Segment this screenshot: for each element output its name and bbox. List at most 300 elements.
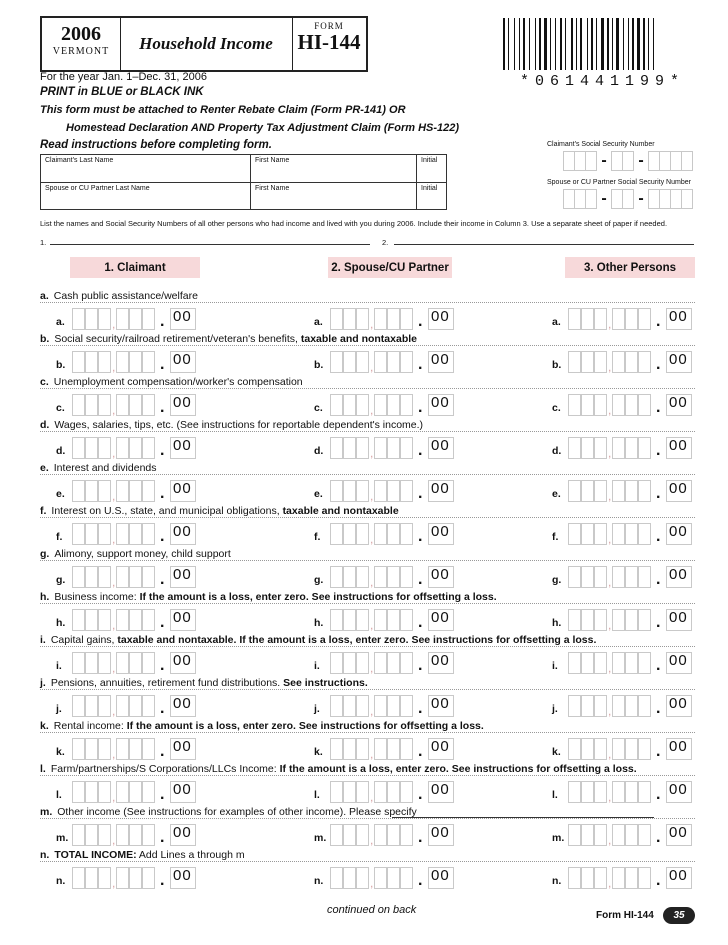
digit-box[interactable] — [625, 308, 638, 330]
digit-box[interactable] — [387, 308, 400, 330]
digit-box[interactable] — [400, 652, 413, 674]
digit-box[interactable] — [625, 652, 638, 674]
other-amount-field[interactable] — [552, 824, 692, 846]
digit-box[interactable] — [72, 652, 85, 674]
ssn-digit-box[interactable] — [671, 189, 682, 209]
digit-box[interactable] — [72, 781, 85, 803]
spouse-ssn-field[interactable] — [563, 189, 693, 209]
digit-box[interactable] — [625, 738, 638, 760]
digit-box[interactable] — [625, 351, 638, 373]
digit-box[interactable] — [374, 781, 387, 803]
digit-box[interactable] — [330, 566, 343, 588]
digit-box[interactable] — [387, 867, 400, 889]
digit-box[interactable] — [142, 867, 155, 889]
digit-box[interactable] — [356, 351, 369, 373]
digit-box[interactable] — [638, 652, 651, 674]
digit-box[interactable] — [356, 867, 369, 889]
digit-box[interactable] — [98, 308, 111, 330]
digit-box[interactable] — [594, 437, 607, 459]
digit-box[interactable] — [72, 523, 85, 545]
other-amount-field[interactable] — [552, 394, 692, 416]
claimant-amount-field[interactable] — [56, 566, 196, 588]
digit-box[interactable] — [116, 480, 129, 502]
digit-box[interactable] — [568, 867, 581, 889]
digit-box[interactable] — [568, 824, 581, 846]
spouse-amount-field[interactable] — [314, 394, 454, 416]
digit-box[interactable] — [581, 824, 594, 846]
digit-box[interactable] — [612, 351, 625, 373]
digit-box[interactable] — [568, 523, 581, 545]
other-amount-field[interactable] — [552, 308, 692, 330]
digit-box[interactable] — [568, 609, 581, 631]
other-income-specify-field[interactable] — [392, 809, 654, 818]
digit-box[interactable] — [330, 652, 343, 674]
digit-box[interactable] — [594, 695, 607, 717]
digit-box[interactable] — [98, 867, 111, 889]
claimant-amount-field[interactable] — [56, 437, 196, 459]
digit-box[interactable] — [387, 609, 400, 631]
digit-box[interactable] — [98, 824, 111, 846]
digit-box[interactable] — [85, 566, 98, 588]
digit-box[interactable] — [612, 738, 625, 760]
other-person-2-field[interactable] — [394, 236, 694, 245]
claimant-amount-field[interactable] — [56, 480, 196, 502]
digit-box[interactable] — [568, 351, 581, 373]
digit-box[interactable] — [374, 867, 387, 889]
digit-box[interactable] — [568, 394, 581, 416]
digit-box[interactable] — [330, 480, 343, 502]
digit-box[interactable] — [85, 351, 98, 373]
digit-box[interactable] — [638, 523, 651, 545]
digit-box[interactable] — [581, 867, 594, 889]
digit-box[interactable] — [594, 824, 607, 846]
ssn-digit-box[interactable] — [648, 151, 660, 171]
digit-box[interactable] — [343, 738, 356, 760]
ssn-digit-box[interactable] — [575, 151, 586, 171]
digit-box[interactable] — [568, 480, 581, 502]
other-amount-field[interactable] — [552, 609, 692, 631]
digit-box[interactable] — [343, 566, 356, 588]
digit-box[interactable] — [129, 867, 142, 889]
ssn-digit-box[interactable] — [575, 189, 586, 209]
ssn-digit-box[interactable] — [586, 151, 597, 171]
digit-box[interactable] — [638, 824, 651, 846]
digit-box[interactable] — [612, 308, 625, 330]
digit-box[interactable] — [625, 824, 638, 846]
digit-box[interactable] — [72, 351, 85, 373]
digit-box[interactable] — [638, 609, 651, 631]
digit-box[interactable] — [387, 781, 400, 803]
digit-box[interactable] — [400, 523, 413, 545]
claimant-amount-field[interactable] — [56, 695, 196, 717]
claimant-amount-field[interactable] — [56, 609, 196, 631]
digit-box[interactable] — [374, 308, 387, 330]
digit-box[interactable] — [374, 523, 387, 545]
digit-box[interactable] — [400, 394, 413, 416]
digit-box[interactable] — [594, 652, 607, 674]
digit-box[interactable] — [343, 781, 356, 803]
digit-box[interactable] — [98, 351, 111, 373]
digit-box[interactable] — [116, 695, 129, 717]
digit-box[interactable] — [594, 351, 607, 373]
spouse-first-name-field[interactable] — [251, 183, 417, 209]
other-amount-field[interactable] — [552, 480, 692, 502]
other-amount-field[interactable] — [552, 695, 692, 717]
digit-box[interactable] — [638, 867, 651, 889]
digit-box[interactable] — [98, 523, 111, 545]
digit-box[interactable] — [343, 523, 356, 545]
digit-box[interactable] — [98, 566, 111, 588]
digit-box[interactable] — [85, 824, 98, 846]
other-amount-field[interactable] — [552, 867, 692, 889]
spouse-amount-field[interactable] — [314, 738, 454, 760]
claimant-amount-field[interactable] — [56, 867, 196, 889]
digit-box[interactable] — [387, 738, 400, 760]
digit-box[interactable] — [72, 824, 85, 846]
digit-box[interactable] — [85, 652, 98, 674]
digit-box[interactable] — [625, 480, 638, 502]
digit-box[interactable] — [116, 308, 129, 330]
digit-box[interactable] — [356, 566, 369, 588]
digit-box[interactable] — [98, 781, 111, 803]
ssn-digit-box[interactable] — [586, 189, 597, 209]
digit-box[interactable] — [98, 652, 111, 674]
claimant-amount-field[interactable] — [56, 351, 196, 373]
digit-box[interactable] — [98, 480, 111, 502]
ssn-digit-box[interactable] — [682, 189, 693, 209]
digit-box[interactable] — [568, 781, 581, 803]
digit-box[interactable] — [129, 480, 142, 502]
digit-box[interactable] — [356, 652, 369, 674]
digit-box[interactable] — [142, 738, 155, 760]
ssn-digit-box[interactable] — [611, 189, 623, 209]
digit-box[interactable] — [568, 308, 581, 330]
digit-box[interactable] — [72, 609, 85, 631]
other-amount-field[interactable] — [552, 652, 692, 674]
digit-box[interactable] — [343, 351, 356, 373]
claimant-amount-field[interactable] — [56, 308, 196, 330]
spouse-amount-field[interactable] — [314, 523, 454, 545]
digit-box[interactable] — [330, 523, 343, 545]
digit-box[interactable] — [98, 738, 111, 760]
ssn-digit-box[interactable] — [611, 151, 623, 171]
digit-box[interactable] — [356, 437, 369, 459]
digit-box[interactable] — [374, 351, 387, 373]
digit-box[interactable] — [400, 695, 413, 717]
digit-box[interactable] — [85, 394, 98, 416]
digit-box[interactable] — [116, 738, 129, 760]
digit-box[interactable] — [142, 308, 155, 330]
digit-box[interactable] — [330, 867, 343, 889]
digit-box[interactable] — [129, 652, 142, 674]
digit-box[interactable] — [142, 609, 155, 631]
spouse-amount-field[interactable] — [314, 351, 454, 373]
digit-box[interactable] — [594, 523, 607, 545]
digit-box[interactable] — [129, 394, 142, 416]
digit-box[interactable] — [85, 695, 98, 717]
digit-box[interactable] — [594, 480, 607, 502]
spouse-amount-field[interactable] — [314, 480, 454, 502]
claimant-amount-field[interactable] — [56, 781, 196, 803]
digit-box[interactable] — [142, 695, 155, 717]
digit-box[interactable] — [374, 566, 387, 588]
digit-box[interactable] — [356, 695, 369, 717]
digit-box[interactable] — [581, 523, 594, 545]
digit-box[interactable] — [330, 308, 343, 330]
digit-box[interactable] — [116, 867, 129, 889]
digit-box[interactable] — [330, 781, 343, 803]
digit-box[interactable] — [594, 394, 607, 416]
digit-box[interactable] — [625, 394, 638, 416]
digit-box[interactable] — [116, 437, 129, 459]
digit-box[interactable] — [72, 867, 85, 889]
claimant-amount-field[interactable] — [56, 738, 196, 760]
digit-box[interactable] — [142, 523, 155, 545]
digit-box[interactable] — [400, 480, 413, 502]
digit-box[interactable] — [612, 480, 625, 502]
digit-box[interactable] — [581, 308, 594, 330]
digit-box[interactable] — [625, 566, 638, 588]
digit-box[interactable] — [581, 652, 594, 674]
digit-box[interactable] — [374, 738, 387, 760]
digit-box[interactable] — [72, 695, 85, 717]
digit-box[interactable] — [356, 480, 369, 502]
ssn-digit-box[interactable] — [563, 151, 575, 171]
digit-box[interactable] — [581, 394, 594, 416]
digit-box[interactable] — [343, 695, 356, 717]
digit-box[interactable] — [625, 523, 638, 545]
digit-box[interactable] — [142, 652, 155, 674]
digit-box[interactable] — [129, 695, 142, 717]
digit-box[interactable] — [98, 394, 111, 416]
other-amount-field[interactable] — [552, 523, 692, 545]
digit-box[interactable] — [581, 437, 594, 459]
digit-box[interactable] — [625, 609, 638, 631]
digit-box[interactable] — [625, 867, 638, 889]
digit-box[interactable] — [330, 824, 343, 846]
spouse-amount-field[interactable] — [314, 695, 454, 717]
digit-box[interactable] — [400, 609, 413, 631]
claimant-amount-field[interactable] — [56, 523, 196, 545]
digit-box[interactable] — [72, 738, 85, 760]
digit-box[interactable] — [638, 566, 651, 588]
digit-box[interactable] — [625, 781, 638, 803]
digit-box[interactable] — [400, 566, 413, 588]
ssn-digit-box[interactable] — [563, 189, 575, 209]
digit-box[interactable] — [142, 480, 155, 502]
spouse-amount-field[interactable] — [314, 652, 454, 674]
digit-box[interactable] — [581, 351, 594, 373]
digit-box[interactable] — [330, 609, 343, 631]
digit-box[interactable] — [581, 609, 594, 631]
digit-box[interactable] — [356, 308, 369, 330]
claimant-amount-field[interactable] — [56, 394, 196, 416]
digit-box[interactable] — [343, 867, 356, 889]
ssn-digit-box[interactable] — [682, 151, 693, 171]
digit-box[interactable] — [142, 437, 155, 459]
digit-box[interactable] — [356, 738, 369, 760]
other-amount-field[interactable] — [552, 738, 692, 760]
digit-box[interactable] — [85, 437, 98, 459]
digit-box[interactable] — [638, 394, 651, 416]
other-amount-field[interactable] — [552, 781, 692, 803]
digit-box[interactable] — [625, 437, 638, 459]
digit-box[interactable] — [400, 824, 413, 846]
digit-box[interactable] — [98, 609, 111, 631]
digit-box[interactable] — [129, 351, 142, 373]
digit-box[interactable] — [612, 609, 625, 631]
digit-box[interactable] — [612, 394, 625, 416]
digit-box[interactable] — [116, 824, 129, 846]
digit-box[interactable] — [387, 394, 400, 416]
digit-box[interactable] — [400, 867, 413, 889]
claimant-last-name-field[interactable] — [41, 155, 251, 183]
spouse-last-name-field[interactable] — [41, 183, 251, 209]
digit-box[interactable] — [594, 867, 607, 889]
digit-box[interactable] — [400, 437, 413, 459]
digit-box[interactable] — [387, 437, 400, 459]
digit-box[interactable] — [142, 781, 155, 803]
digit-box[interactable] — [116, 523, 129, 545]
digit-box[interactable] — [612, 695, 625, 717]
digit-box[interactable] — [129, 437, 142, 459]
spouse-amount-field[interactable] — [314, 609, 454, 631]
digit-box[interactable] — [581, 695, 594, 717]
digit-box[interactable] — [330, 351, 343, 373]
digit-box[interactable] — [638, 308, 651, 330]
digit-box[interactable] — [116, 781, 129, 803]
digit-box[interactable] — [116, 652, 129, 674]
digit-box[interactable] — [129, 738, 142, 760]
digit-box[interactable] — [374, 394, 387, 416]
digit-box[interactable] — [116, 609, 129, 631]
ssn-digit-box[interactable] — [623, 151, 634, 171]
digit-box[interactable] — [400, 351, 413, 373]
digit-box[interactable] — [129, 523, 142, 545]
digit-box[interactable] — [330, 695, 343, 717]
digit-box[interactable] — [638, 738, 651, 760]
digit-box[interactable] — [638, 781, 651, 803]
digit-box[interactable] — [612, 652, 625, 674]
digit-box[interactable] — [72, 480, 85, 502]
digit-box[interactable] — [568, 437, 581, 459]
digit-box[interactable] — [343, 480, 356, 502]
digit-box[interactable] — [612, 523, 625, 545]
spouse-amount-field[interactable] — [314, 781, 454, 803]
digit-box[interactable] — [129, 308, 142, 330]
digit-box[interactable] — [400, 308, 413, 330]
ssn-digit-box[interactable] — [671, 151, 682, 171]
digit-box[interactable] — [387, 695, 400, 717]
ssn-digit-box[interactable] — [648, 189, 660, 209]
other-person-1-field[interactable] — [50, 236, 370, 245]
digit-box[interactable] — [387, 824, 400, 846]
digit-box[interactable] — [387, 566, 400, 588]
spouse-amount-field[interactable] — [314, 308, 454, 330]
digit-box[interactable] — [85, 609, 98, 631]
digit-box[interactable] — [374, 824, 387, 846]
digit-box[interactable] — [594, 781, 607, 803]
digit-box[interactable] — [581, 738, 594, 760]
digit-box[interactable] — [142, 824, 155, 846]
digit-box[interactable] — [568, 738, 581, 760]
spouse-amount-field[interactable] — [314, 437, 454, 459]
spouse-amount-field[interactable] — [314, 566, 454, 588]
digit-box[interactable] — [72, 437, 85, 459]
digit-box[interactable] — [98, 695, 111, 717]
digit-box[interactable] — [568, 566, 581, 588]
digit-box[interactable] — [400, 738, 413, 760]
digit-box[interactable] — [374, 437, 387, 459]
digit-box[interactable] — [356, 609, 369, 631]
digit-box[interactable] — [129, 566, 142, 588]
digit-box[interactable] — [72, 394, 85, 416]
digit-box[interactable] — [356, 824, 369, 846]
digit-box[interactable] — [387, 351, 400, 373]
digit-box[interactable] — [85, 480, 98, 502]
digit-box[interactable] — [374, 695, 387, 717]
ssn-digit-box[interactable] — [660, 189, 671, 209]
digit-box[interactable] — [116, 566, 129, 588]
digit-box[interactable] — [142, 394, 155, 416]
claimant-initial-field[interactable] — [417, 155, 446, 183]
digit-box[interactable] — [387, 480, 400, 502]
digit-box[interactable] — [343, 394, 356, 416]
digit-box[interactable] — [594, 566, 607, 588]
digit-box[interactable] — [129, 824, 142, 846]
digit-box[interactable] — [85, 781, 98, 803]
digit-box[interactable] — [581, 480, 594, 502]
claimant-first-name-field[interactable] — [251, 155, 417, 183]
other-amount-field[interactable] — [552, 566, 692, 588]
digit-box[interactable] — [330, 394, 343, 416]
claimant-ssn-field[interactable] — [563, 151, 693, 171]
digit-box[interactable] — [374, 652, 387, 674]
digit-box[interactable] — [625, 695, 638, 717]
digit-box[interactable] — [581, 781, 594, 803]
digit-box[interactable] — [638, 437, 651, 459]
digit-box[interactable] — [612, 566, 625, 588]
digit-box[interactable] — [116, 394, 129, 416]
ssn-digit-box[interactable] — [660, 151, 671, 171]
digit-box[interactable] — [343, 652, 356, 674]
spouse-initial-field[interactable] — [417, 183, 446, 209]
claimant-amount-field[interactable] — [56, 824, 196, 846]
digit-box[interactable] — [343, 609, 356, 631]
digit-box[interactable] — [638, 480, 651, 502]
digit-box[interactable] — [568, 695, 581, 717]
digit-box[interactable] — [85, 738, 98, 760]
digit-box[interactable] — [356, 523, 369, 545]
digit-box[interactable] — [594, 738, 607, 760]
digit-box[interactable] — [85, 867, 98, 889]
digit-box[interactable] — [72, 566, 85, 588]
digit-box[interactable] — [612, 781, 625, 803]
digit-box[interactable] — [142, 351, 155, 373]
digit-box[interactable] — [72, 308, 85, 330]
digit-box[interactable] — [594, 609, 607, 631]
digit-box[interactable] — [374, 480, 387, 502]
digit-box[interactable] — [330, 437, 343, 459]
digit-box[interactable] — [142, 566, 155, 588]
claimant-amount-field[interactable] — [56, 652, 196, 674]
digit-box[interactable] — [387, 523, 400, 545]
digit-box[interactable] — [568, 652, 581, 674]
digit-box[interactable] — [356, 781, 369, 803]
digit-box[interactable] — [612, 867, 625, 889]
spouse-amount-field[interactable] — [314, 824, 454, 846]
digit-box[interactable] — [356, 394, 369, 416]
